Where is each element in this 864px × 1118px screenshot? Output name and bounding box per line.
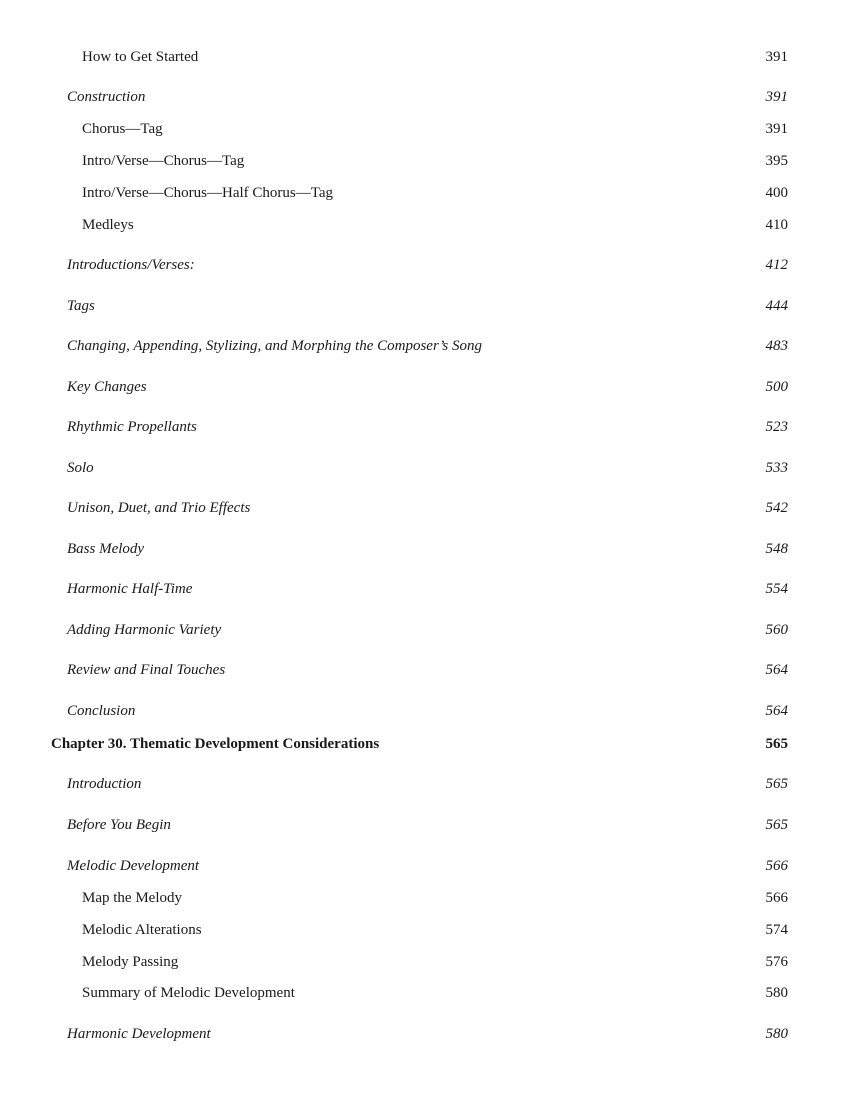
toc-entry-title: Melodic Alterations	[82, 922, 202, 938]
toc-entry-page-number: 566	[765, 890, 788, 906]
toc-entry-page-number: 391	[765, 89, 788, 105]
toc-entry[interactable]	[0, 214, 864, 236]
toc-entry-page-number: 444	[765, 298, 788, 314]
toc-entry-title: Harmonic Half-Time	[67, 581, 193, 597]
toc-entry[interactable]	[0, 578, 864, 600]
toc-entry[interactable]	[0, 951, 864, 973]
toc-entry[interactable]	[0, 700, 864, 722]
toc-entry-title: Harmonic Development	[67, 1026, 211, 1042]
toc-entry[interactable]	[0, 982, 864, 1004]
toc-entry-title: Unison, Duet, and Trio Effects	[67, 500, 251, 516]
toc-entry[interactable]	[0, 855, 864, 877]
toc-entry[interactable]	[0, 1023, 864, 1045]
toc-entry[interactable]	[0, 46, 864, 68]
toc-entry-title: Adding Harmonic Variety	[67, 622, 222, 638]
toc-entry[interactable]	[0, 773, 864, 795]
toc-entry[interactable]	[0, 182, 864, 204]
toc-entry[interactable]	[0, 538, 864, 560]
toc-entry[interactable]	[0, 497, 864, 519]
toc-entry-title: Construction	[67, 89, 146, 105]
toc-entry-page-number: 410	[765, 217, 788, 233]
toc-entry-page-number: 574	[765, 922, 788, 938]
toc-entry-page-number: 548	[765, 541, 788, 557]
toc-entry-page-number: 565	[765, 736, 788, 752]
toc-entry[interactable]	[0, 150, 864, 172]
toc-entry-page-number: 412	[765, 257, 788, 273]
toc-entry-page-number: 400	[765, 185, 788, 201]
toc-entry-title: Before You Begin	[67, 817, 171, 833]
toc-entry-title: Melody Passing	[82, 954, 179, 970]
toc-entry[interactable]	[0, 335, 864, 357]
toc-entry-page-number: 565	[765, 817, 788, 833]
toc-entry-page-number: 542	[765, 500, 788, 516]
toc-entry-title: Medleys	[82, 217, 134, 233]
toc-entry-page-number: 533	[765, 460, 788, 476]
toc-entry-page-number: 566	[765, 858, 788, 874]
toc-entry-title: Melodic Development	[67, 858, 200, 874]
toc-entry-page-number: 580	[765, 985, 788, 1001]
toc-entry-title: Conclusion	[67, 703, 136, 719]
toc-entry-title: Bass Melody	[67, 541, 145, 557]
toc-entry-page-number: 483	[765, 338, 788, 354]
toc-entry-title: Intro/Verse—Chorus—Tag	[82, 153, 245, 169]
toc-entry-title: Map the Melody	[82, 890, 182, 906]
toc-entry[interactable]	[0, 619, 864, 641]
toc-entry[interactable]	[0, 295, 864, 317]
toc-entry-page-number: 565	[765, 776, 788, 792]
toc-entry-page-number: 391	[765, 121, 788, 137]
toc-entry-page-number: 576	[765, 954, 788, 970]
toc-entry-page-number: 580	[765, 1026, 788, 1042]
toc-entry-page-number: 564	[765, 703, 788, 719]
toc-entry-title: Tags	[67, 298, 95, 314]
toc-entry-title: Intro/Verse—Chorus—Half Chorus—Tag	[82, 185, 333, 201]
toc-entry-title: Introduction	[67, 776, 142, 792]
toc-entry-page-number: 500	[765, 379, 788, 395]
toc-entry-title: How to Get Started	[82, 49, 199, 65]
toc-entry-page-number: 554	[765, 581, 788, 597]
toc-entry[interactable]	[0, 887, 864, 909]
toc-entry[interactable]	[0, 376, 864, 398]
toc-entry-title: Rhythmic Propellants	[67, 419, 197, 435]
toc-entry-title: Key Changes	[67, 379, 147, 395]
toc-entry-page-number: 523	[765, 419, 788, 435]
toc-entry-title: Changing, Appending, Stylizing, and Morphing the Composer’s Song	[67, 338, 483, 354]
toc-entry[interactable]	[0, 416, 864, 438]
toc-entry-title: Review and Final Touches	[67, 662, 226, 678]
toc-entry-title: Summary of Melodic Development	[82, 985, 295, 1001]
toc-entry[interactable]	[0, 254, 864, 276]
toc-entry[interactable]	[0, 118, 864, 140]
toc-entry[interactable]	[0, 457, 864, 479]
toc-entry-page-number: 395	[765, 153, 788, 169]
toc-entry[interactable]	[0, 733, 864, 755]
toc-entry[interactable]	[0, 86, 864, 108]
toc-entry-title: Solo	[67, 460, 94, 476]
toc-entry-page-number: 560	[765, 622, 788, 638]
toc-entry[interactable]	[0, 919, 864, 941]
toc-entry[interactable]	[0, 814, 864, 836]
toc-entry-page-number: 391	[765, 49, 788, 65]
toc-entry-title: Chorus—Tag	[82, 121, 163, 137]
toc-entry-title: Chapter 30. Thematic Development Considerations	[51, 736, 380, 752]
toc-entry[interactable]	[0, 659, 864, 681]
toc-entry-page-number: 564	[765, 662, 788, 678]
toc-entry-title: Introductions/Verses:	[67, 257, 195, 273]
